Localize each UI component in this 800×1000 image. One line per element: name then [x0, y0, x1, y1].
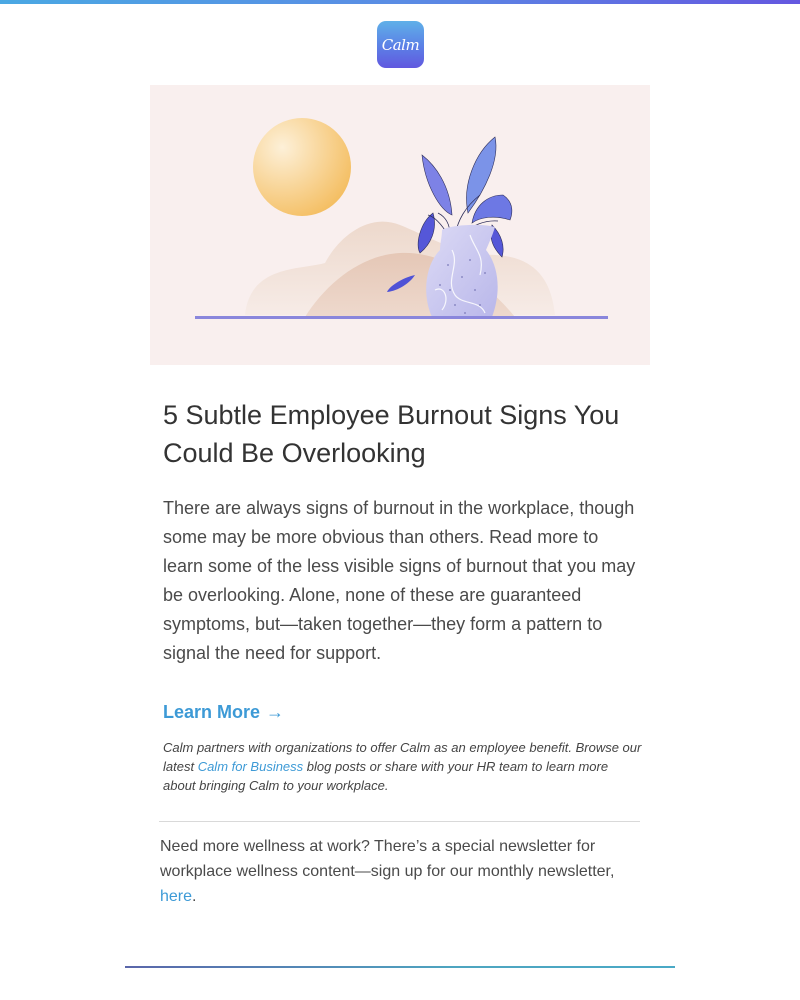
hero-illustration: [150, 85, 650, 365]
vase-shape: [426, 225, 497, 317]
newsletter-signup-link[interactable]: here: [160, 888, 193, 905]
newsletter-promo: [160, 834, 640, 909]
article-title: 5 Subtle Employee Burnout Signs You Could Be Overlooking: [163, 400, 620, 468]
footer-gradient-line: [125, 966, 675, 968]
newsletter-end: .: [192, 888, 197, 905]
learn-more-link[interactable]: [163, 702, 284, 723]
calm-logo[interactable]: [377, 21, 424, 68]
sun-shape: [253, 118, 351, 216]
business-note: [163, 738, 643, 795]
calm-for-business-link[interactable]: Calm for Business: [197, 759, 304, 774]
logo-text: Calm: [381, 35, 420, 54]
learn-more-label: Learn More: [163, 702, 261, 722]
top-gradient-bar: [0, 0, 800, 4]
newsletter-text: Need more wellness at work? There’s a special newsletter for workplace wellness content—sign up for our monthly newsletter,: [160, 838, 615, 880]
ground-line: [195, 316, 608, 319]
section-divider: [159, 821, 640, 822]
hero-image: [150, 85, 650, 365]
article-body: There are always signs of burnout in the workplace, though some may be more obvious than others. Read more to learn some of the less visible signs of burnout that you may be overlooking. Alone, none of these are guaranteed symptoms, but—taken together—they form a pattern to signal the need for support.: [163, 498, 636, 663]
note-text-before: Calm partners with organizations to offer Calm as an employee benefit. Browse our latest: [163, 740, 642, 774]
note-text-after: blog posts or share with your HR team to learn more about bringing Calm to your workplace.: [163, 759, 609, 793]
arrow-right-icon: →: [266, 702, 285, 722]
